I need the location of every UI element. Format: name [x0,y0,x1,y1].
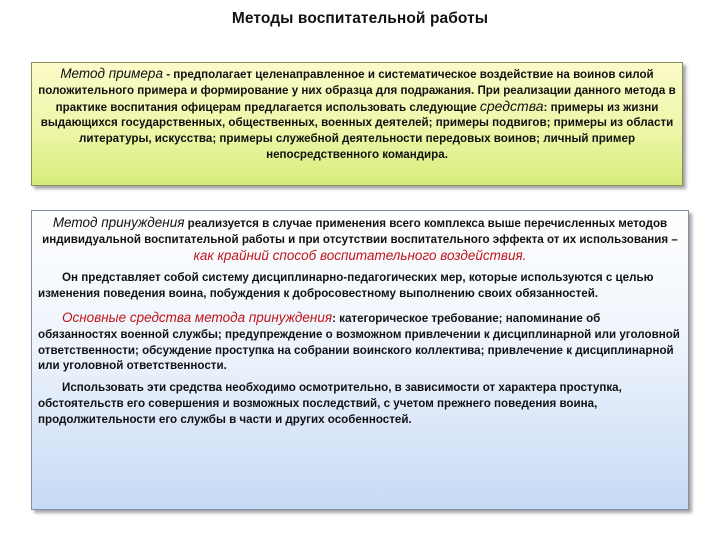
coercion-intro [38,215,682,264]
page-title: Методы воспитательной работы [231,10,489,27]
coercion-paragraph-2: Он представляет собой систему дисциплинарно-педагогических мер, которые используются с целью изменения поведения воина, побуждения к добросовестному выполнению своих обязанностей. [38,271,654,301]
coercion-paragraph-4: Использовать эти средства необходимо осмотрительно, в зависимости от характера проступка, обстоятельств его совершения и возможных последствий, с учетом прежнего поведения воина, продолжительности его службы в части и других особенностей. [38,381,622,426]
coercion-text-1: реализуется в случае применения всего комплекса выше перечисленных методов индивидуальной воспитательной работы и при отсутствии воспитательного эффекта от их использования – [42,217,678,246]
coercion-method-name: Метод принуждения [52,215,185,230]
coercion-method-box [31,210,689,510]
example-method-text-2: : примеры из жизни выдающихся государственных, общественных, военных деятелей; примеры подвигов; примеры из области литературы, искусства; примеры служебной деятельности передовых воинов; личный пример непосредственного командира. [40,100,674,161]
example-method-box [31,62,683,186]
example-method-name: Метод примера [60,66,163,81]
means-word: средства [479,97,544,114]
coercion-means-heading: Основные средства метода принуждения [62,309,333,325]
example-method-text-1: - предполагает целенаправленное и систематическое воздействие на воинов силой положительного примера и формирование у них образца для подражания. При реализации данного метода в практике воспитания офицерам предлагается использовать следующие [38,68,676,114]
coercion-means-list: : категорическое требование; напоминание об обязанностях военной службы; предупреждение о возможном привлечении к дисциплинарной или уголовной ответственности; обсуждение проступка на собрании воинского коллектива; привлечение к дисциплинарной или уголовной ответственности. [38,311,680,373]
coercion-means-paragraph [38,310,682,374]
coercion-last-resort: как крайний способ воспитательного воздействия. [193,247,527,263]
